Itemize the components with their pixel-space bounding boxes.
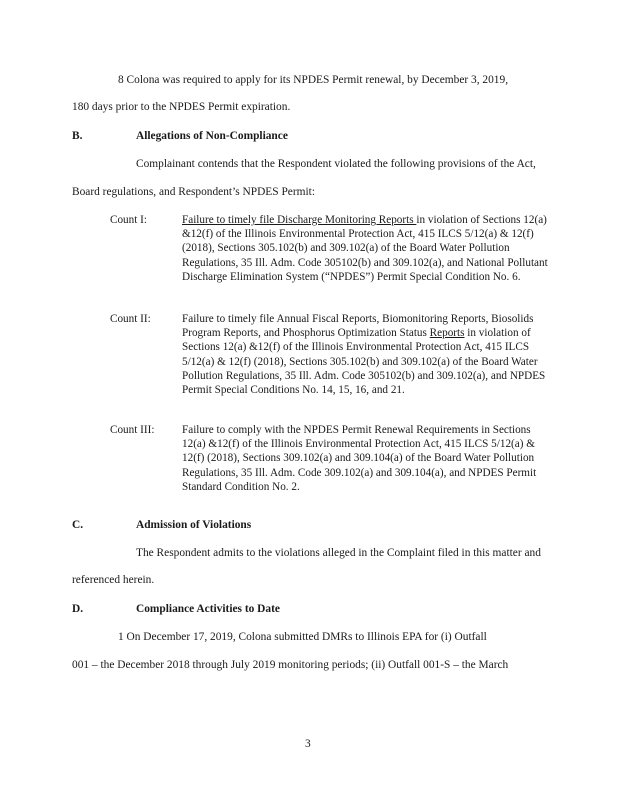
section-d-line2: 001 – the December 2018 through July 2019 monitoring periods; (ii) Outfall 001-S – the March [72,659,509,671]
section-c-title: Admission of Violations [136,519,252,531]
count-2-rest: in violation of Sections 12(a) &12(f) of the Illinois Environmental Protection Act, 415 ILCS 5/12(a) & 12(f) (2018), Sections 305.102(b) and 309.102(a) of the Board Water Pollution Regulations, 35 Ill. Adm. Code 305102(b) and 309.102(a), and NPDES Permit Special Conditions No. 14, 15, 16, and 21. [182,327,546,397]
para8-line1: 8 Colona was required to apply for its NPDES Permit renewal, by December 3, 2019, [118,74,509,86]
section-b-intro-line1: Complainant contends that the Respondent violated the following provisions of the Act, [136,158,536,170]
section-c-line1: The Respondent admits to the violations alleged in the Complaint filed in this matter and [136,547,541,559]
page-number: 3 [305,738,311,750]
section-b-letter: B. [72,130,83,142]
section-c-letter: C. [72,519,84,531]
count-3-label: Count III: [110,424,155,436]
section-b-intro-line2: Board regulations, and Respondent’s NPDES Permit: [72,186,315,198]
count-2-label: Count II: [110,313,151,325]
count-1-text [182,213,552,284]
count-2-text [182,312,552,397]
count-2-underlined: Reports [429,327,465,340]
count-3-text [182,423,552,494]
count-1-underlined: Failure to timely file Discharge Monitoring Reports [182,214,417,226]
para8-line2: 180 days prior to the NPDES Permit expiration. [72,101,291,113]
section-d-title: Compliance Activities to Date [136,603,280,615]
count-3-rest: Failure to comply with the NPDES Permit Renewal Requirements in Sections 12(a) &12(f) of the Illinois Environmental Protection Act, 415 ILCS 5/12(a) & 12(f) (2018), Sections 309.102(a) and 309.104(a) of the Board Water Pollution Regulations, 35 Ill. Adm. Code 309.102(a) and 309.104(a), and NPDES Permit Standard Condition No. 2. [182,424,537,493]
count-1-rest: in violation of Sections 12(a) &12(f) of the Illinois Environmental Protection Act, 415 ILCS 5/12(a) & 12(f) (2018), Sections 305.102(b) and 309.102(a) of the Board Water Pollution Regulations, 35 Ill. Adm. Code 305102(b) and 309.102(a), and National Pollutant Discharge Elimination System (“NPDES”) Permit Special Condition No. 6. [182,214,548,283]
count-2-before: Failure to timely file Annual Fiscal Reports, Biomonitoring Reports, Biosolids Program Reports, and Phosphorus Optimization Status [182,313,534,340]
count-1-label: Count I: [110,214,147,226]
section-d-letter: D. [72,603,84,615]
section-d-line1: 1 On December 17, 2019, Colona submitted DMRs to Illinois EPA for (i) Outfall [118,631,487,643]
section-b-title: Allegations of Non-Compliance [136,130,288,142]
section-c-line2: referenced herein. [72,574,155,586]
